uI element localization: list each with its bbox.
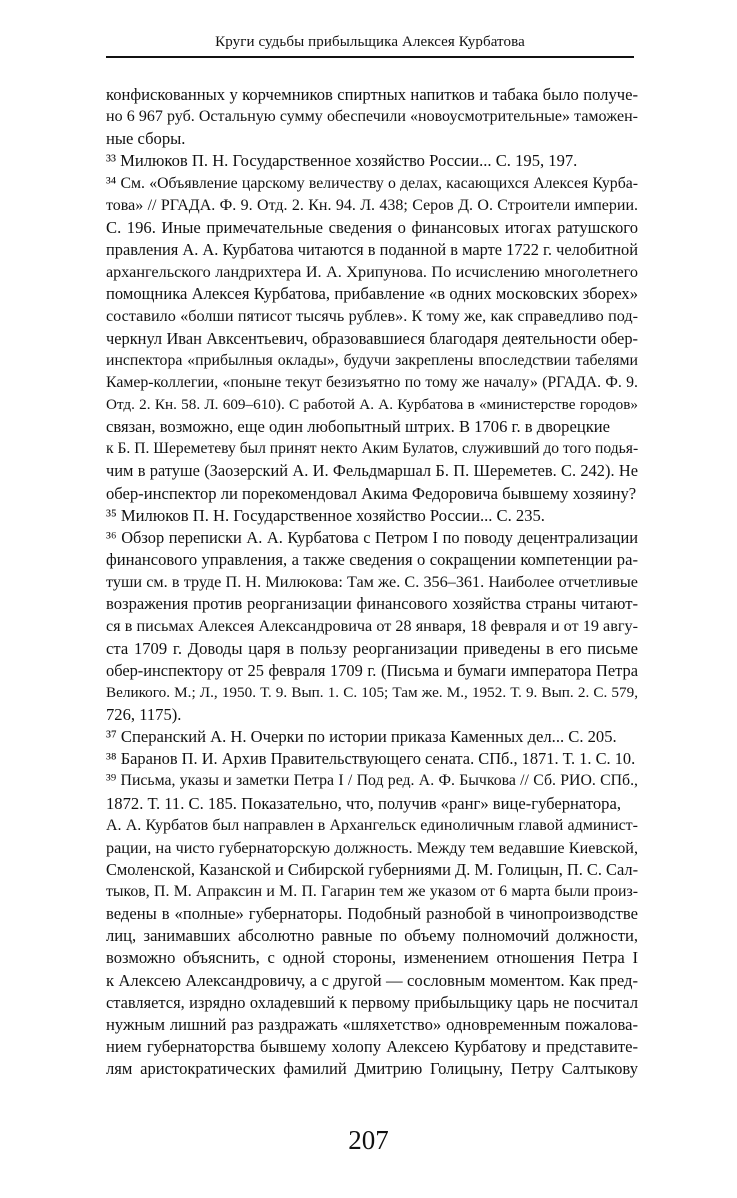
text-line: конфискованных у корчемников спиртных напитков и табака было получе-: [106, 85, 638, 104]
text-line: обер-инспектор ли порекомендовал Акима Федоровича бывшему хозяину?: [106, 483, 637, 503]
text-line: тыков, П. М. Апраксин и М. П. Гагарин тем же указом от 6 марта были произ-: [106, 883, 638, 901]
text-line: архангельского ландрихтера И. А. Хрипунова. По исчислению многолетнего: [106, 263, 638, 282]
text-line: чим в ратуше (Заозерский А. И. Фельдмаршал Б. П. Шереметев. С. 242). Не: [106, 461, 638, 481]
text-line: но 6 967 руб. Остальную сумму обеспечили «новоусмотрительные» таможен-: [106, 108, 638, 126]
text-line: ведены в «полные» губернаторы. Подобный разнобой в чинопроизводстве: [106, 904, 638, 924]
text-line: помощника Алексея Курбатова, прибавление «в одних московских зборех»: [106, 284, 638, 304]
text-line: С. 196. Иные примечательные сведения о финансовых итогах ратушского: [106, 217, 638, 237]
text-line: Камер-коллегии, «поныне текут безизъятно по тому же началу» (РГАДА. Ф. 9.: [106, 373, 638, 391]
text-line: финансового управления, а также сведения о сокращении компетенции ра-: [106, 549, 638, 569]
text-line: рации, на чисто губернаторскую должность. Между тем ведавшие Киевской,: [106, 838, 638, 857]
text-line: 1872. Т. 11. С. 185. Показательно, что, получив «ранг» вице-губернатора,: [106, 793, 621, 813]
text-line: това» // РГАДА. Ф. 9. Отд. 2. Кн. 94. Л. 438; Серов Д. О. Строители империи.: [106, 196, 638, 214]
text-line: возможно объяснить, с одной стороны, изменением отношения Петра I: [106, 948, 638, 968]
text-line: лиц, занимавших абсолютно равные по объему полномочий должности,: [106, 926, 638, 946]
text-line: лям аристократических фамилий Дмитрию Голицыну, Петру Салтыкову: [106, 1059, 638, 1079]
text-line: составило «болши пятисот тысячь рублев». К тому же, как справедливо под-: [106, 307, 638, 326]
header-rule: [106, 56, 634, 58]
text-line: обер-инспектору от 25 февраля 1709 г. (Письма и бумаги императора Петра: [106, 660, 638, 680]
text-line: нужным лишний раз раздражать «шляхетство» одновременным пожалова-: [106, 1014, 638, 1034]
text-line: ³³ Милюков П. Н. Государственное хозяйство России... С. 195, 197.: [106, 151, 578, 171]
text-line: инспектора «прибылныя оклады», будучи закреплены впоследствии табелями: [106, 351, 638, 369]
text-line: туши см. в труде П. Н. Милюкова: Там же. С. 356–361. Наиболее отчетливые: [106, 573, 638, 592]
text-line: ³⁵ Милюков П. Н. Государственное хозяйство России... С. 235.: [106, 505, 545, 525]
text-line: к Алексею Александровичу, а с другой — сословным моментом. Как пред-: [106, 970, 638, 990]
text-line: ста 1709 г. Доводы царя в пользу реорганизации приведены в его письме: [106, 638, 638, 658]
text-line: правления А. А. Курбатова читаются в поданной в марте 1722 г. челобитной: [106, 239, 638, 259]
text-line: Смоленской, Казанской и Сибирской губерниями Д. М. Голицын, П. С. Сал-: [106, 859, 638, 879]
text-line: связан, возможно, еще один любопытный штрих. В 1706 г. в дворецкие: [106, 417, 611, 437]
text-line: А. А. Курбатов был направлен в Архангельск единоличным главой админист-: [106, 816, 638, 834]
text-line: ся в письмах Алексея Александровича от 28 января, 18 февраля и от 19 авгу-: [106, 617, 638, 636]
text-line: ные сборы.: [106, 129, 186, 149]
running-head-title: Круги судьбы прибыльщика Алексея Курбатова: [215, 34, 525, 50]
text-line: Отд. 2. Кн. 58. Л. 609–610). С работой А. А. Курбатова в «министерстве городов»: [106, 395, 638, 413]
text-line: черкнул Иван Авксентьевич, образовавшиеся благодаря деятельности обер-: [106, 328, 638, 348]
text-line: возражения против реорганизации финансового хозяйства страны читают-: [106, 594, 638, 614]
text-line: ³⁸ Баранов П. И. Архив Правительствующего сената. СПб., 1871. Т. 1. С. 10.: [106, 749, 636, 769]
text-line: 726, 1175).: [106, 704, 182, 724]
page-number: 207: [348, 1125, 389, 1155]
text-line: к Б. П. Шереметеву был принят некто Аким Булатов, служивший до того подья-: [106, 440, 638, 458]
text-line: ³⁶ Обзор переписки А. А. Курбатова с Петром I по поводу децентрализации: [106, 527, 638, 547]
text-line: Великого. М.; Л., 1950. Т. 9. Вып. 1. С. 105; Там же. М., 1952. Т. 9. Вып. 2. С. 579,: [106, 683, 638, 701]
text-line: нием губернаторства бывшему холопу Алексею Курбатову и представите-: [106, 1037, 638, 1057]
text-line: ставляется, изрядно охладевший к первому прибыльщику царь не посчитал: [106, 992, 638, 1012]
notes-text-body: [106, 84, 638, 1080]
text-line: ³⁷ Сперанский А. Н. Очерки по истории приказа Каменных дел... С. 205.: [106, 727, 617, 747]
text-line: ³⁴ См. «Объявление царскому величеству о делах, касающихся Алексея Курба-: [106, 174, 638, 192]
text-line: ³⁹ Письма, указы и заметки Петра I / Под ред. А. Ф. Бычкова // Сб. РИО. СПб.,: [106, 772, 638, 790]
